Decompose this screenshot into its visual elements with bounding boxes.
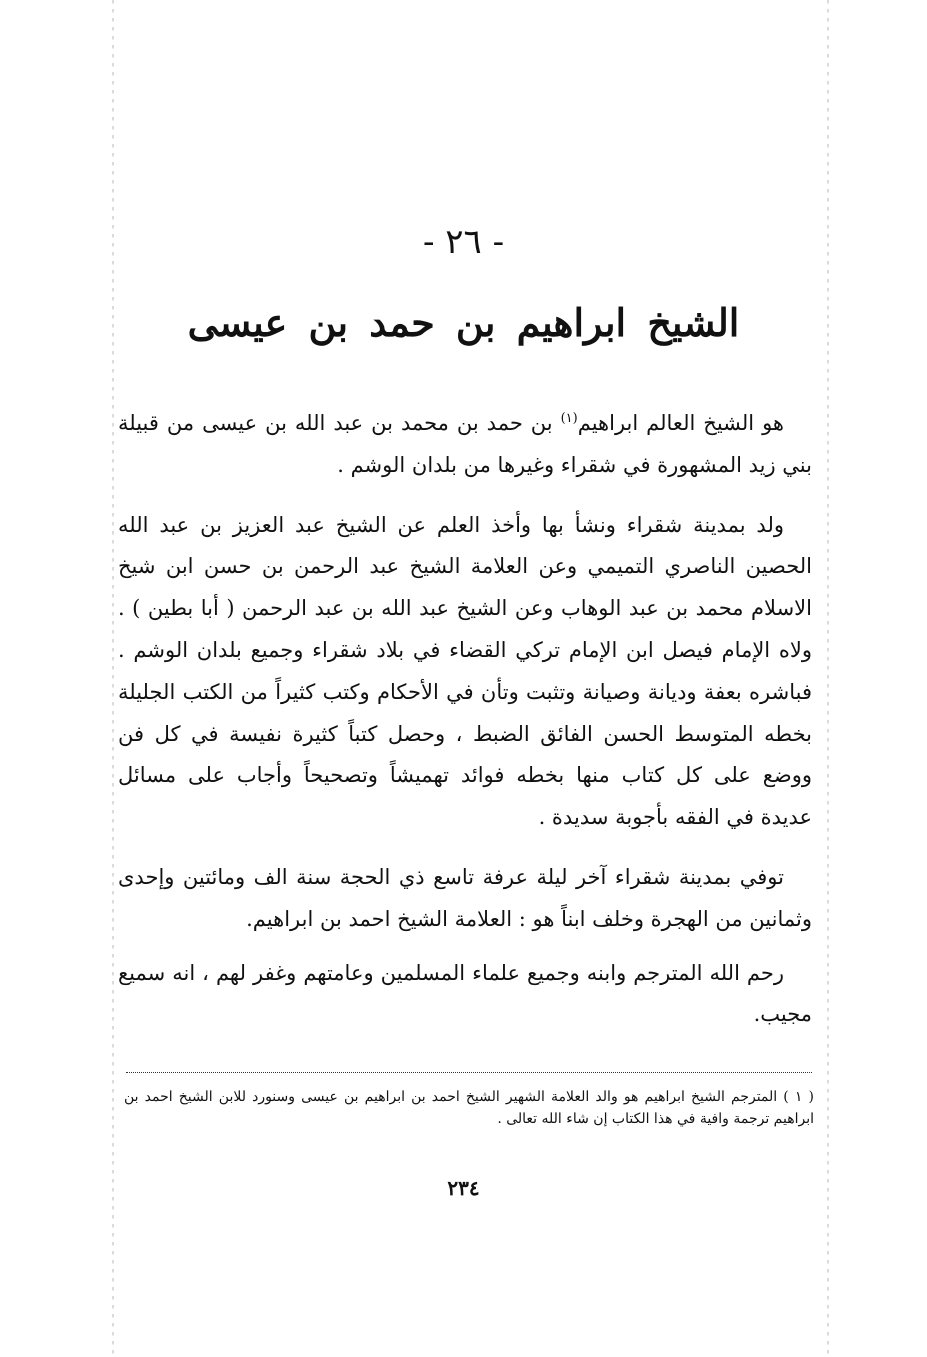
paragraph-lineage [118,398,812,487]
page-number: ٢٣٤ [447,1176,480,1200]
footnote-text: ( ١ ) المترجم الشيخ ابراهيم هو والد العلامة الشهير الشيخ احمد بن ابراهيم بن عيسى وسنورد للابن الشيخ احمد بن ابراهيم ترجمة وافية في هذا الكتاب إن شاء الله تعالى . [124,1089,814,1127]
lineage-text-start: هو الشيخ العالم ابراهيم [577,411,784,435]
scan-edge-left [112,0,114,1357]
chapter-number: - ٢٦ - [422,222,505,262]
footnote [124,1086,814,1130]
page-title: الشيخ ابراهيم بن حمد بن عيسى [187,300,740,345]
paragraph-death: توفي بمدينة شقراء آخر ليلة عرفة تاسع ذي الحجة سنة الف ومائتين وإحدى وثمانين من الهجرة وخلف ابناً هو : العلامة الشيخ احمد بن ابراهيم. [118,864,812,931]
biography-body [118,398,812,1058]
footnote-reference: (١) [560,411,578,426]
scan-edge-right [827,0,829,1357]
paragraph-education: ولد بمدينة شقراء ونشأ بها وأخذ العلم عن الشيخ عبد العزيز بن عبد الله الحصين الناصري التميمي وعن العلامة الشيخ عبد الرحمن بن حسن ابن شيخ الاسلام محمد بن عبد الوهاب وعن الشيخ عبد الله بن عبد الرحمن ( أبا بطين ) . ولاه الإمام فيصل ابن الإمام تركي القضاء في بلاد شقراء وجميع بلدان الوشم . فباشره بعفة وديانة وصيانة وتثبت وتأن في الأحكام وكتب كثيراً من الكتب الجليلة بخطه المتوسط الحسن الفائق الضبط ، وحصل كتباً كثيرة نفيسة في كل فن ووضع على كل كتاب منها بخطه فوائد تهميشاً وتصحيحاً وأجاب على مسائل عديدة في الفقه بأجوبة سديدة . [118,512,812,830]
lineage-text-end: بن حمد بن محمد بن عبد الله بن عيسى من قبيلة بني زيد المشهورة في شقراء وغيرها من بلدان الوشم . [118,411,812,477]
footnote-divider [126,1072,812,1073]
paragraph-prayer: رحم الله المترجم وابنه وجميع علماء المسلمين وعامتهم وغفر لهم ، انه سميع مجيب. [118,960,812,1027]
